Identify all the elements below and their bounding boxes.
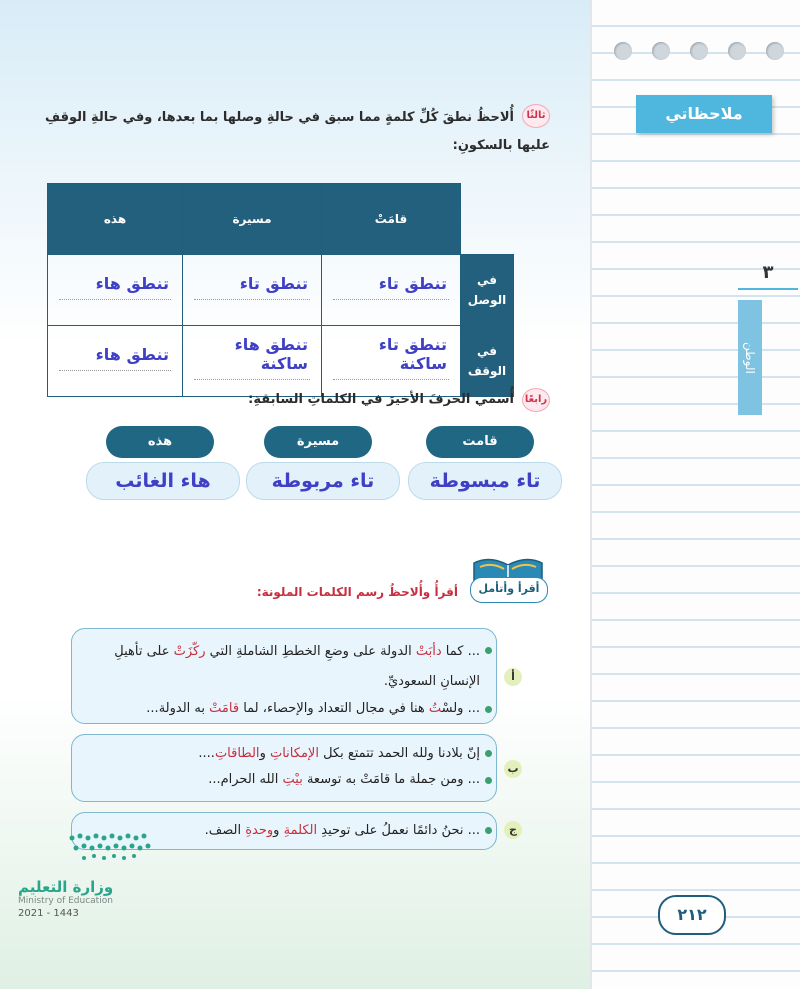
notes-title: ملاحظاتي (636, 95, 772, 133)
unit-number: ٣ (738, 262, 798, 290)
table-col-header: هذه (48, 184, 183, 255)
binder-hole-icon (766, 42, 784, 60)
bullet-icon (485, 827, 492, 834)
table-cell (48, 325, 183, 396)
highlight-word: بيْتِ (282, 772, 303, 787)
table-row-label: في الوقف (461, 325, 514, 396)
letter-badge: ب (504, 760, 522, 778)
binder-hole-icon (652, 42, 670, 60)
answer-pill: تاء مبسوطة (408, 462, 562, 500)
line-text: ... كما (441, 644, 480, 659)
table-row (48, 325, 514, 396)
line-text: ... نحنُ دائمًا نعملُ على توحيدِ (317, 823, 480, 838)
example-line (72, 629, 496, 697)
table-cell (322, 325, 461, 396)
answer-text: تنطق هاء (95, 273, 169, 293)
table-cell (183, 325, 322, 396)
section-a-badge: ثالثًا (522, 104, 550, 128)
binder-hole-icon (614, 42, 632, 60)
page-number: ٢١٢ (658, 895, 726, 935)
line-text: هنا في مجال التعداد والإحصاء، لما (239, 701, 429, 716)
word-pill: هذه (106, 426, 214, 458)
table-header-row (48, 184, 514, 255)
ministry-name-en: Ministry of Education (18, 896, 113, 906)
section-a-instruction-row (20, 104, 550, 160)
section-b-instruction-row (20, 388, 550, 412)
section-b-instruction: أُسمي الحرفَ الأخيرَ في الكلماتِ السابقةِ: (248, 392, 514, 407)
table-col-header: قامَتْ (322, 184, 461, 255)
example-line (72, 735, 496, 767)
line-text: ... ومن جملة ما قامَتْ به توسعة (302, 772, 480, 787)
line-text: الله الحرام... (208, 772, 283, 787)
table-col-header: مسيرة (183, 184, 322, 255)
unit-title-tab: الوطن (738, 300, 762, 415)
notes-column (590, 0, 800, 989)
section-c-instruction: أقرأُ وأُلاحظُ رسم الكلمات الملونة: (256, 585, 458, 599)
line-text: ... ولسْ (441, 701, 480, 716)
highlight-word: ركّزَتْ (173, 644, 206, 659)
line-text: الدولة على وضعِ الخططِ الشاملةِ التي (205, 644, 416, 659)
ministry-emblem-icon (64, 830, 164, 866)
line-text: على تأهيلِ الإنسانِ السعوديِّ. (114, 644, 480, 689)
line-text: الصف. (204, 823, 246, 838)
binder-hole-icon (690, 42, 708, 60)
read-reflect-label: أقرأ وأتأمل (470, 577, 548, 603)
highlight-word: الطاقاتِ (214, 746, 260, 761)
pronunciation-table (47, 183, 514, 397)
table-corner (461, 184, 514, 255)
line-text: .... (198, 746, 215, 761)
line-text: به الدولة... (146, 701, 210, 716)
example-box-b (71, 734, 497, 802)
line-text: إنّ بلادنا ولله الحمد تتمتع بكل (318, 746, 480, 761)
example-box-a (71, 628, 497, 724)
letter-badge: أ (504, 668, 522, 686)
table-row (48, 254, 514, 325)
highlight-word: وحدةِ (245, 823, 274, 838)
answer-text: تنطق تاء (378, 273, 447, 293)
table-cell (183, 254, 322, 325)
answer-pill: هاء الغائب (86, 462, 240, 500)
word-pill: مسيرة (264, 426, 372, 458)
binder-hole-icon (728, 42, 746, 60)
table-row-label: في الوصل (461, 254, 514, 325)
ministry-logo (18, 830, 178, 919)
bullet-icon (485, 777, 492, 784)
read-reflect-badge (470, 553, 546, 613)
bullet-icon (485, 647, 492, 654)
ministry-name-ar: وزارة التعليم (18, 878, 114, 896)
highlight-word: الكلمةِ (283, 823, 318, 838)
word-pill: قامت (426, 426, 534, 458)
highlight-word: دأبَتْ (415, 644, 442, 659)
highlight-word: تُ (428, 701, 442, 716)
answer-text: تنطق تاء ساكنة (378, 335, 447, 373)
section-a-instruction: أُلاحظُ نطقَ كُلِّ كلمةٍ مما سبق في حالةِ وصلها بما بعدها، وفي حالةِ الوقفِ عليها بالسكونِ: (45, 110, 550, 153)
example-line (72, 697, 496, 721)
table-cell (322, 254, 461, 325)
section-b-badge: رابعًا (522, 388, 550, 412)
answer-text: تنطق هاء ساكنة (234, 335, 308, 373)
table-cell (48, 254, 183, 325)
line-text: و (259, 746, 270, 761)
bullet-icon (485, 706, 492, 713)
answer-pill: تاء مربوطة (246, 462, 400, 500)
letter-badge: ج (504, 821, 522, 839)
bullet-icon (485, 750, 492, 757)
binder-holes (614, 42, 784, 60)
highlight-word: قامَتْ (209, 701, 240, 716)
answer-text: تنطق تاء (239, 273, 308, 293)
edition-year: 2021 - 1443 (18, 908, 79, 919)
answer-text: تنطق هاء (95, 344, 169, 364)
highlight-word: الإمكاناتِ (269, 746, 319, 761)
line-text: و (273, 823, 284, 838)
example-line (72, 767, 496, 793)
